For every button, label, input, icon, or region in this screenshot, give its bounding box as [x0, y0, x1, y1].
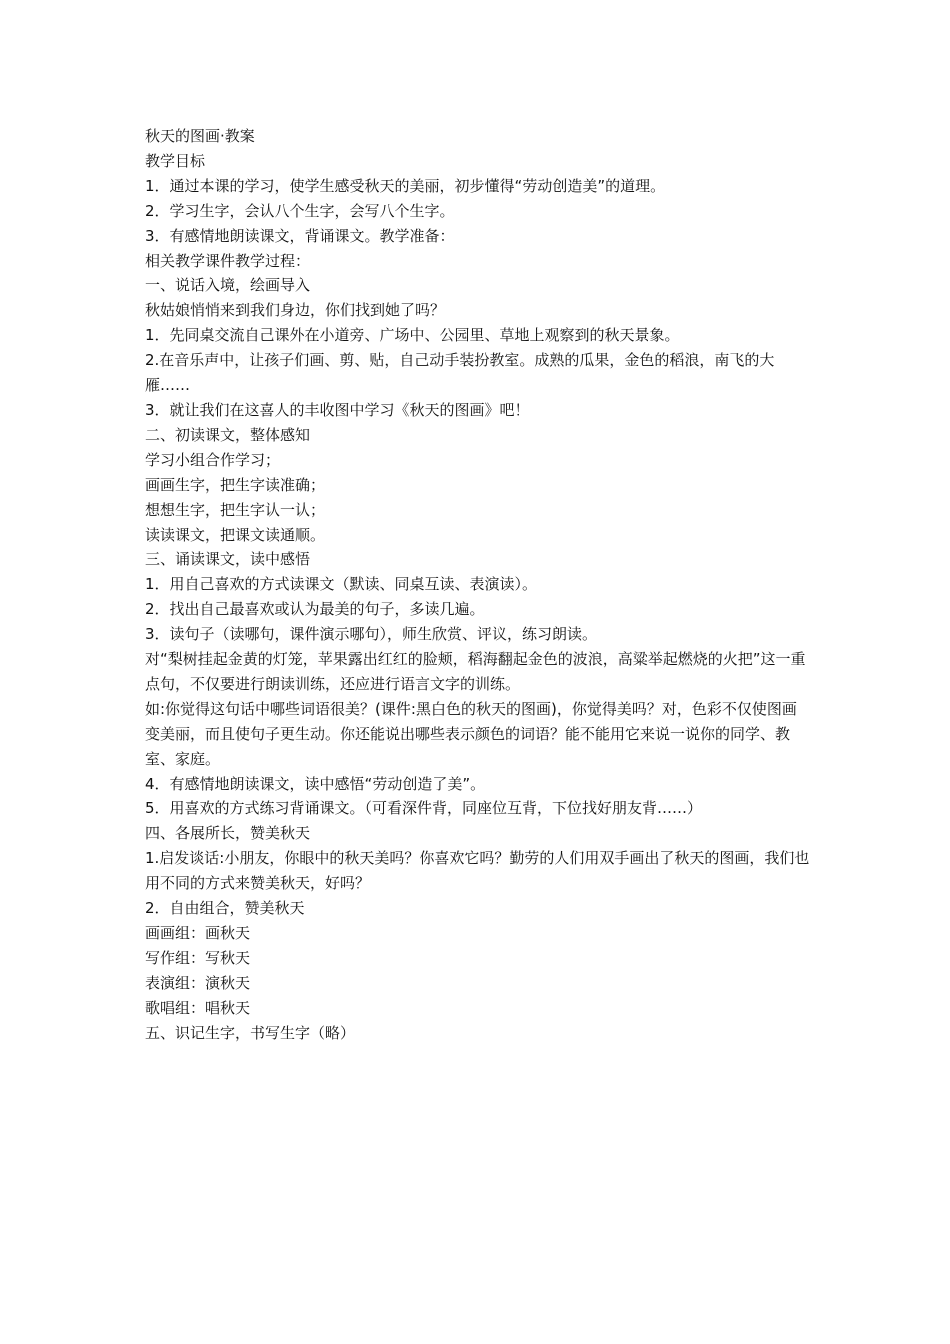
paragraph: 歌唱组：唱秋天 — [145, 998, 251, 1017]
list-item: 2．找出自己最喜欢或认为最美的句子，多读几遍。 — [145, 600, 485, 619]
paragraph: 表演组：演秋天 — [145, 973, 251, 992]
list-item: 2.在音乐声中，让孩子们画、剪、贴，自己动手装扮教室。成熟的瓜果，金色的稻浪，南飞的大雁…… — [145, 351, 775, 395]
list-item: 3．读句子（读哪句，课件演示哪句），师生欣赏、评议，练习朗读。 — [145, 625, 598, 644]
list-item: 5．用喜欢的方式练习背诵课文。（可看深件背，同座位互背，下位找好朋友背……） — [145, 799, 703, 818]
section-heading: 一、说话入境，绘画导入 — [145, 276, 311, 295]
paragraph: 读读课文，把课文读通顺。 — [145, 525, 326, 544]
list-item: 1.启发谈话:小朋友，你眼中的秋天美吗？你喜欢它吗？勤劳的人们用双手画出了秋天的图画，我们也用不同的方式来赞美秋天，好吗？ — [145, 849, 810, 893]
objective-item: 3．有感情地朗读课文，背诵课文。教学准备： — [145, 226, 455, 245]
list-item: 3．就让我们在这喜人的丰收图中学习《秋天的图画》吧！ — [145, 400, 530, 419]
paragraph: 秋姑娘悄悄来到我们身边，你们找到她了吗？ — [145, 301, 446, 320]
section-heading: 四、各展所长，赞美秋天 — [145, 824, 311, 843]
paragraph: 如:你觉得这句话中哪些词语很美？(课件:黑白色的秋天的图画)，你觉得美吗？对，色彩不仅使图画变美丽，而且使句子更生动。你还能说出哪些表示颜色的词语？能不能用它来说一说你的同学、教室、家庭。 — [145, 699, 797, 768]
document-title: 秋天的图画·教案 — [145, 127, 255, 145]
paragraph: 对“梨树挂起金黄的灯笼，苹果露出红红的脸颊，稻海翻起金色的波浪，高粱举起燃烧的火把”这一重点句，不仅要进行朗读训练，还应进行语言文字的训练。 — [145, 650, 806, 693]
section-heading: 二、初读课文，整体感知 — [145, 425, 311, 444]
list-item: 1．先同桌交流自己课外在小道旁、广场中、公园里、草地上观察到的秋天景象。 — [145, 326, 680, 345]
list-item: 4．有感情地朗读课文，读中感悟“劳动创造了美”。 — [145, 774, 486, 793]
list-item: 1．用自己喜欢的方式读课文（默读、同桌互读、表演读）。 — [145, 575, 538, 594]
paragraph: 写作组：写秋天 — [145, 948, 251, 967]
objective-item: 1．通过本课的学习，使学生感受秋天的美丽，初步懂得“劳动创造美”的道理。 — [145, 176, 666, 195]
document-body — [145, 124, 810, 1046]
section-heading: 三、诵读课文，读中感悟 — [145, 550, 311, 569]
section-heading: 五、识记生字，书写生字（略） — [145, 1023, 356, 1042]
objective-item: 2．学习生字，会认八个生字，会写八个生字。 — [145, 201, 455, 220]
section-heading: 教学目标 — [145, 151, 206, 170]
paragraph: 想想生字，把生字认一认； — [145, 500, 326, 519]
list-item: 2．自由组合，赞美秋天 — [145, 899, 305, 918]
paragraph: 相关教学课件教学过程： — [145, 251, 311, 270]
paragraph: 学习小组合作学习； — [145, 450, 281, 469]
paragraph: 画画组：画秋天 — [145, 924, 251, 942]
paragraph: 画画生字，把生字读准确； — [145, 475, 326, 494]
